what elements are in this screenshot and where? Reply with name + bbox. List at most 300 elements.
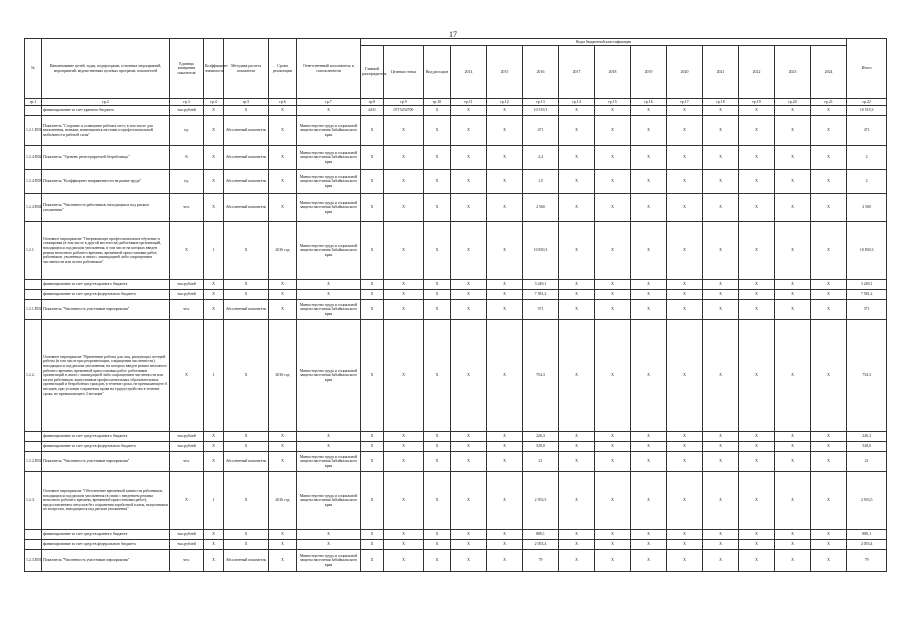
row-name-cell: Основное мероприятие "Опережающее профессиональное обучение и стажировка (в том числе в другой местности) работников организаций, находящихся под риском увольнения, в том числе на которых введен режим неполного рабочего времени, временной приостановки работ, работников, уволенных в связи с ликвидацией либо сокращением численности или штата работников": [42, 222, 170, 280]
col-header-grbs: Главный распорядитель: [361, 46, 384, 99]
table-cell: Х: [703, 222, 739, 280]
table-cell: Х: [739, 280, 775, 290]
table-cell: 2,4: [523, 146, 559, 170]
col-header-expense-type: Вид расходов: [424, 46, 451, 99]
table-cell: Х: [384, 170, 424, 194]
table-cell: Х: [739, 530, 775, 540]
table-cell: 2 933,5: [847, 472, 887, 530]
table-cell: Х: [811, 280, 847, 290]
table-cell: Х: [739, 540, 775, 550]
table-cell: Х: [559, 472, 595, 530]
table-cell: Х: [269, 106, 297, 116]
table-cell: 10 830,3: [847, 222, 887, 280]
table-cell: Х: [559, 106, 595, 116]
table-cell: Х: [424, 432, 451, 442]
table-cell: 2 560: [523, 194, 559, 222]
table-cell: Х: [451, 146, 487, 170]
row-code-cell: [25, 290, 42, 300]
table-cell: 7 581,2: [523, 290, 559, 300]
table-cell: Х: [451, 106, 487, 116]
col-header-year: 2024: [811, 46, 847, 99]
table-cell: Х: [703, 472, 739, 530]
table-cell: Х: [424, 106, 451, 116]
table-row: [25, 320, 887, 432]
table-cell: Х: [667, 280, 703, 290]
col-header-year: 2016: [523, 46, 559, 99]
col-header-period: Сроки реализации: [269, 39, 297, 99]
table-cell: Х: [361, 442, 384, 452]
table-cell: Х: [269, 550, 297, 572]
table-cell: 2016 год: [269, 222, 297, 280]
table-cell: Х: [384, 442, 424, 452]
table-cell: Х: [487, 116, 523, 146]
table-cell: Х: [297, 540, 361, 550]
table-cell: Х: [775, 530, 811, 540]
table-cell: тыс.рублей: [170, 540, 204, 550]
table-cell: Х: [703, 290, 739, 300]
table-cell: Х: [703, 280, 739, 290]
table-cell: тыс.рублей: [170, 290, 204, 300]
col-header-year: 2022: [739, 46, 775, 99]
table-cell: 880,1: [847, 530, 887, 540]
table-cell: 1: [204, 472, 224, 530]
table-cell: Х: [631, 442, 667, 452]
table-cell: Х: [811, 222, 847, 280]
column-number-cell: гр.5: [224, 99, 269, 106]
table-cell: Х: [424, 280, 451, 290]
table-cell: Х: [297, 290, 361, 300]
table-cell: Х: [384, 452, 424, 472]
table-cell: Х: [451, 442, 487, 452]
table-cell: Х: [487, 280, 523, 290]
table-cell: Х: [667, 300, 703, 320]
table-cell: Абсолютный показатель: [224, 452, 269, 472]
column-number-cell: гр.17: [667, 99, 703, 106]
table-cell: Х: [667, 170, 703, 194]
row-name-cell: финансирование за счет средств федерального бюджета: [42, 290, 170, 300]
table-row: [25, 280, 887, 290]
table-cell: Х: [703, 194, 739, 222]
table-row: [25, 452, 887, 472]
table-cell: Х: [811, 472, 847, 530]
table-cell: Х: [775, 194, 811, 222]
table-cell: Х: [269, 540, 297, 550]
table-cell: 371: [847, 300, 887, 320]
table-cell: Х: [487, 222, 523, 280]
table-cell: Х: [559, 170, 595, 194]
table-cell: Х: [631, 452, 667, 472]
table-cell: Х: [451, 300, 487, 320]
table-cell: Х: [811, 530, 847, 540]
table-cell: Х: [739, 290, 775, 300]
table-cell: 2: [847, 146, 887, 170]
table-cell: 10 519,3: [523, 106, 559, 116]
table-cell: Министерство труда и социальной защиты населения Забайкальского края: [297, 194, 361, 222]
table-cell: Х: [703, 540, 739, 550]
column-number-cell: гр.7: [297, 99, 361, 106]
table-cell: Х: [384, 146, 424, 170]
column-number-cell: гр.4: [204, 99, 224, 106]
table-cell: Х: [170, 222, 204, 280]
row-name-cell: Показатель "Коэффициент напряженности на рынке труда": [42, 170, 170, 194]
table-cell: Х: [487, 540, 523, 550]
table-cell: Х: [775, 432, 811, 442]
table-cell: Х: [703, 530, 739, 540]
table-cell: Х: [703, 320, 739, 432]
table-cell: Министерство труда и социальной защиты населения Забайкальского края: [297, 170, 361, 194]
table-cell: 1: [204, 320, 224, 432]
column-number-cell: гр.9: [384, 99, 424, 106]
table-row: [25, 222, 887, 280]
table-cell: Х: [631, 170, 667, 194]
table-cell: Х: [667, 222, 703, 280]
table-cell: чел.: [170, 300, 204, 320]
table-cell: 2 933,5: [523, 472, 559, 530]
row-name-cell: финансирование за счет средств федерального бюджета: [42, 442, 170, 452]
table-cell: Х: [739, 300, 775, 320]
table-cell: Х: [703, 300, 739, 320]
table-cell: Х: [739, 432, 775, 442]
table-cell: Х: [739, 472, 775, 530]
table-cell: Х: [631, 280, 667, 290]
row-code-cell: 1.2.4.П03: [25, 170, 42, 194]
table-cell: Х: [361, 280, 384, 290]
table-cell: Х: [775, 540, 811, 550]
table-cell: Х: [631, 472, 667, 530]
table-cell: Х: [487, 452, 523, 472]
table-cell: Х: [811, 146, 847, 170]
table-cell: Х: [269, 290, 297, 300]
table-cell: Х: [204, 290, 224, 300]
table-cell: Х: [424, 452, 451, 472]
column-number-cell: гр.16: [631, 99, 667, 106]
table-cell: 10 519,3: [847, 106, 887, 116]
row-code-cell: 1.2.3.: [25, 472, 42, 530]
table-row: [25, 116, 887, 146]
table-cell: Х: [595, 540, 631, 550]
table-cell: Х: [631, 550, 667, 572]
table-cell: Х: [595, 550, 631, 572]
table-cell: Х: [451, 170, 487, 194]
table-cell: Х: [384, 550, 424, 572]
table-cell: Х: [559, 432, 595, 442]
table-cell: Х: [595, 472, 631, 530]
table-cell: Х: [559, 146, 595, 170]
table-cell: Х: [451, 290, 487, 300]
table-cell: Х: [775, 452, 811, 472]
table-cell: Х: [269, 442, 297, 452]
row-code-cell: 1.2.3.П01: [25, 550, 42, 572]
table-cell: тыс.рублей: [170, 280, 204, 290]
table-cell: Х: [361, 320, 384, 432]
column-number-cell: гр.12: [487, 99, 523, 106]
table-cell: Х: [811, 116, 847, 146]
table-cell: Х: [269, 300, 297, 320]
table-cell: Абсолютный показатель: [224, 300, 269, 320]
table-cell: 371: [523, 300, 559, 320]
table-cell: 226,3: [847, 432, 887, 442]
table-cell: Х: [775, 300, 811, 320]
row-code-cell: 1.2.2.П01: [25, 452, 42, 472]
col-header-year: 2021: [703, 46, 739, 99]
table-cell: Х: [667, 106, 703, 116]
table-cell: Х: [384, 300, 424, 320]
table-cell: Х: [739, 106, 775, 116]
table-row: [25, 442, 887, 452]
table-cell: 79: [523, 550, 559, 572]
table-row: [25, 530, 887, 540]
table-cell: Х: [703, 442, 739, 452]
col-header-method: Методика расчета показателя: [224, 39, 269, 99]
row-name-cell: Основное мероприятие "Временные работы для лиц, рискующих потерей работы (в том числе при реорганизации, сокращении численности), находящихся под риском увольнения, на которых введен режим неполного рабочего времени, временной приостановки работ, работников организаций в связи с ликвидацией либо сокращением численности или штата работников, выпускников профессиональных образовательных организаций и безработных граждан, в течение срока, не превышающего 6 месяцев, при условии сохранения права на трудоустройство в течение срока, не превышающего 2 месяцев": [42, 320, 170, 432]
table-row: [25, 300, 887, 320]
table-cell: Х: [487, 194, 523, 222]
table-cell: Х: [775, 442, 811, 452]
col-header-year: 2023: [775, 46, 811, 99]
table-cell: Х: [811, 170, 847, 194]
table-row: [25, 106, 887, 116]
table-cell: Х: [361, 452, 384, 472]
table-cell: Х: [703, 452, 739, 472]
table-cell: Х: [703, 550, 739, 572]
column-number-cell: гр.20: [775, 99, 811, 106]
row-name-cell: Показатель "Численность работников, находящихся под риском увольнения": [42, 194, 170, 222]
table-cell: Х: [487, 170, 523, 194]
table-cell: Х: [631, 222, 667, 280]
table-cell: Х: [451, 452, 487, 472]
table-cell: Х: [361, 194, 384, 222]
table-cell: Х: [361, 290, 384, 300]
table-cell: Х: [775, 280, 811, 290]
table-cell: Х: [451, 320, 487, 432]
table-cell: Х: [424, 146, 451, 170]
table-cell: Х: [204, 146, 224, 170]
table-cell: Х: [269, 146, 297, 170]
table-cell: Х: [739, 116, 775, 146]
table-cell: Абсолютный показатель: [224, 116, 269, 146]
row-code-cell: [25, 432, 42, 442]
table-cell: Х: [739, 222, 775, 280]
column-number-cell: гр.18: [703, 99, 739, 106]
row-name-cell: Показатель "Численность участников мероприятия": [42, 300, 170, 320]
table-cell: Х: [595, 170, 631, 194]
table-cell: Х: [487, 290, 523, 300]
row-code-cell: 1.2.4.П04: [25, 194, 42, 222]
table-cell: 2: [847, 170, 887, 194]
table-cell: Х: [361, 530, 384, 540]
table-cell: Х: [667, 290, 703, 300]
table-cell: Х: [775, 116, 811, 146]
table-cell: Х: [297, 106, 361, 116]
table-cell: Х: [559, 320, 595, 432]
table-cell: Х: [170, 472, 204, 530]
table-row: [25, 170, 887, 194]
column-number-cell: гр.21: [811, 99, 847, 106]
table-cell: Х: [384, 222, 424, 280]
table-row: [25, 194, 887, 222]
table-cell: Х: [297, 442, 361, 452]
table-cell: Х: [204, 432, 224, 442]
table-cell: Х: [451, 530, 487, 540]
table-cell: Х: [631, 106, 667, 116]
table-row: [25, 146, 887, 170]
table-cell: Х: [595, 146, 631, 170]
table-cell: Х: [739, 194, 775, 222]
table-cell: Х: [559, 452, 595, 472]
column-number-cell: гр.19: [739, 99, 775, 106]
table-cell: Х: [204, 106, 224, 116]
column-number-cell: гр.8: [361, 99, 384, 106]
col-header-target-article: Целевая статья: [384, 46, 424, 99]
table-cell: Х: [703, 170, 739, 194]
table-cell: тыс.рублей: [170, 530, 204, 540]
table-cell: Х: [667, 320, 703, 432]
table-cell: Х: [595, 300, 631, 320]
table-cell: Х: [667, 442, 703, 452]
table-cell: Х: [361, 146, 384, 170]
table-cell: Х: [451, 280, 487, 290]
table-cell: Х: [361, 222, 384, 280]
table-cell: Х: [739, 146, 775, 170]
table-cell: Х: [667, 550, 703, 572]
table-cell: 2 053,4: [523, 540, 559, 550]
table-cell: чел.: [170, 194, 204, 222]
table-cell: тыс.рублей: [170, 106, 204, 116]
row-name-cell: Показатель "Численность участников мероприятия": [42, 550, 170, 572]
table-cell: Х: [667, 194, 703, 222]
table-cell: Абсолютный показатель: [224, 550, 269, 572]
table-cell: 2 053,4: [847, 540, 887, 550]
row-name-cell: Основное мероприятие "Обеспечение временной занятости работников, находящихся под риском увольнения (в связи с введением режима неполного рабочего времени, временной приостановки работ), предоставлением отпусков без сохранения заработной платы, выпускников по вопросам, находящихся под риском увольнения": [42, 472, 170, 530]
table-cell: Х: [667, 452, 703, 472]
row-name-cell: финансирование за счет средств краевого бюджета: [42, 280, 170, 290]
row-name-cell: финансирование за счет средств краевого бюджета: [42, 432, 170, 442]
col-header-year: 2019: [631, 46, 667, 99]
row-name-cell: финансирование за счет средств федерального бюджета: [42, 540, 170, 550]
col-header-year: 2018: [595, 46, 631, 99]
table-cell: Х: [559, 194, 595, 222]
table-cell: Х: [424, 300, 451, 320]
table-cell: Х: [224, 320, 269, 432]
col-header-year: 2014: [451, 46, 487, 99]
column-number-cell: гр.11: [451, 99, 487, 106]
column-number-row: [25, 99, 887, 106]
table-cell: Абсолютный показатель: [224, 146, 269, 170]
table-cell: Х: [384, 290, 424, 300]
table-cell: Х: [559, 280, 595, 290]
table-cell: Х: [424, 222, 451, 280]
table-cell: ед.: [170, 116, 204, 146]
table-cell: Х: [269, 170, 297, 194]
table-cell: тыс.рублей: [170, 442, 204, 452]
table-cell: 4431: [361, 106, 384, 116]
table-cell: Х: [559, 290, 595, 300]
table-cell: чел.: [170, 452, 204, 472]
table-cell: Х: [811, 194, 847, 222]
table-row: [25, 550, 887, 572]
table-cell: Х: [667, 530, 703, 540]
table-cell: Х: [361, 432, 384, 442]
table-cell: Х: [487, 320, 523, 432]
table-cell: Х: [667, 472, 703, 530]
table-cell: Министерство труда и социальной защиты населения Забайкальского края: [297, 116, 361, 146]
table-cell: Х: [775, 320, 811, 432]
table-cell: Х: [775, 146, 811, 170]
table-cell: 528,0: [847, 442, 887, 452]
col-header-executor: Ответственный исполнитель и соисполнители: [297, 39, 361, 99]
table-cell: Х: [595, 530, 631, 540]
table-cell: Х: [384, 432, 424, 442]
table-cell: Х: [361, 472, 384, 530]
table-cell: Х: [559, 222, 595, 280]
table-cell: Х: [361, 540, 384, 550]
table-cell: Х: [384, 116, 424, 146]
table-cell: Х: [631, 146, 667, 170]
table-cell: Х: [451, 472, 487, 530]
column-number-cell: гр.2: [42, 99, 170, 106]
table-cell: Х: [595, 116, 631, 146]
table-cell: Х: [204, 452, 224, 472]
table-cell: Министерство труда и социальной защиты населения Забайкальского края: [297, 452, 361, 472]
table-cell: Х: [559, 442, 595, 452]
table-cell: Министерство труда и социальной защиты населения Забайкальского края: [297, 472, 361, 530]
table-cell: 1: [204, 222, 224, 280]
table-cell: 2 560: [847, 194, 887, 222]
table-row: [25, 540, 887, 550]
table-cell: 10 830,3: [523, 222, 559, 280]
table-cell: Х: [559, 300, 595, 320]
table-cell: Х: [631, 530, 667, 540]
row-code-cell: [25, 442, 42, 452]
col-header-unit: Единица измерения показателя: [170, 39, 204, 99]
table-cell: Х: [595, 222, 631, 280]
row-name-cell: финансирование за счет краевого бюджета: [42, 106, 170, 116]
table-cell: 21: [523, 452, 559, 472]
table-cell: Х: [739, 170, 775, 194]
col-header-budget-codes: Коды бюджетной классификации: [361, 39, 847, 46]
table-cell: Х: [451, 432, 487, 442]
table-cell: Х: [739, 320, 775, 432]
table-cell: Х: [224, 442, 269, 452]
table-cell: 2016 год: [269, 320, 297, 432]
column-number-cell: гр.13: [523, 99, 559, 106]
table-cell: Х: [595, 290, 631, 300]
table-cell: Х: [487, 106, 523, 116]
table-cell: Х: [424, 472, 451, 530]
table-cell: Х: [487, 550, 523, 572]
table-cell: Х: [424, 320, 451, 432]
row-name-cell: Показатель "Численность участников мероприятия": [42, 452, 170, 472]
table-cell: Х: [361, 116, 384, 146]
column-number-cell: гр.10: [424, 99, 451, 106]
table-cell: Х: [811, 540, 847, 550]
table-cell: 754,3: [847, 320, 887, 432]
table-cell: Х: [451, 550, 487, 572]
table-cell: Х: [595, 452, 631, 472]
table-cell: Х: [361, 300, 384, 320]
table-cell: Х: [775, 222, 811, 280]
table-cell: Х: [667, 432, 703, 442]
table-cell: Х: [204, 194, 224, 222]
table-cell: Х: [361, 550, 384, 572]
table-cell: Х: [384, 540, 424, 550]
table-cell: 21: [847, 452, 887, 472]
table-cell: Х: [739, 550, 775, 572]
table-cell: Х: [424, 116, 451, 146]
table-cell: Х: [595, 106, 631, 116]
table-cell: 754,3: [523, 320, 559, 432]
table-cell: Х: [269, 432, 297, 442]
